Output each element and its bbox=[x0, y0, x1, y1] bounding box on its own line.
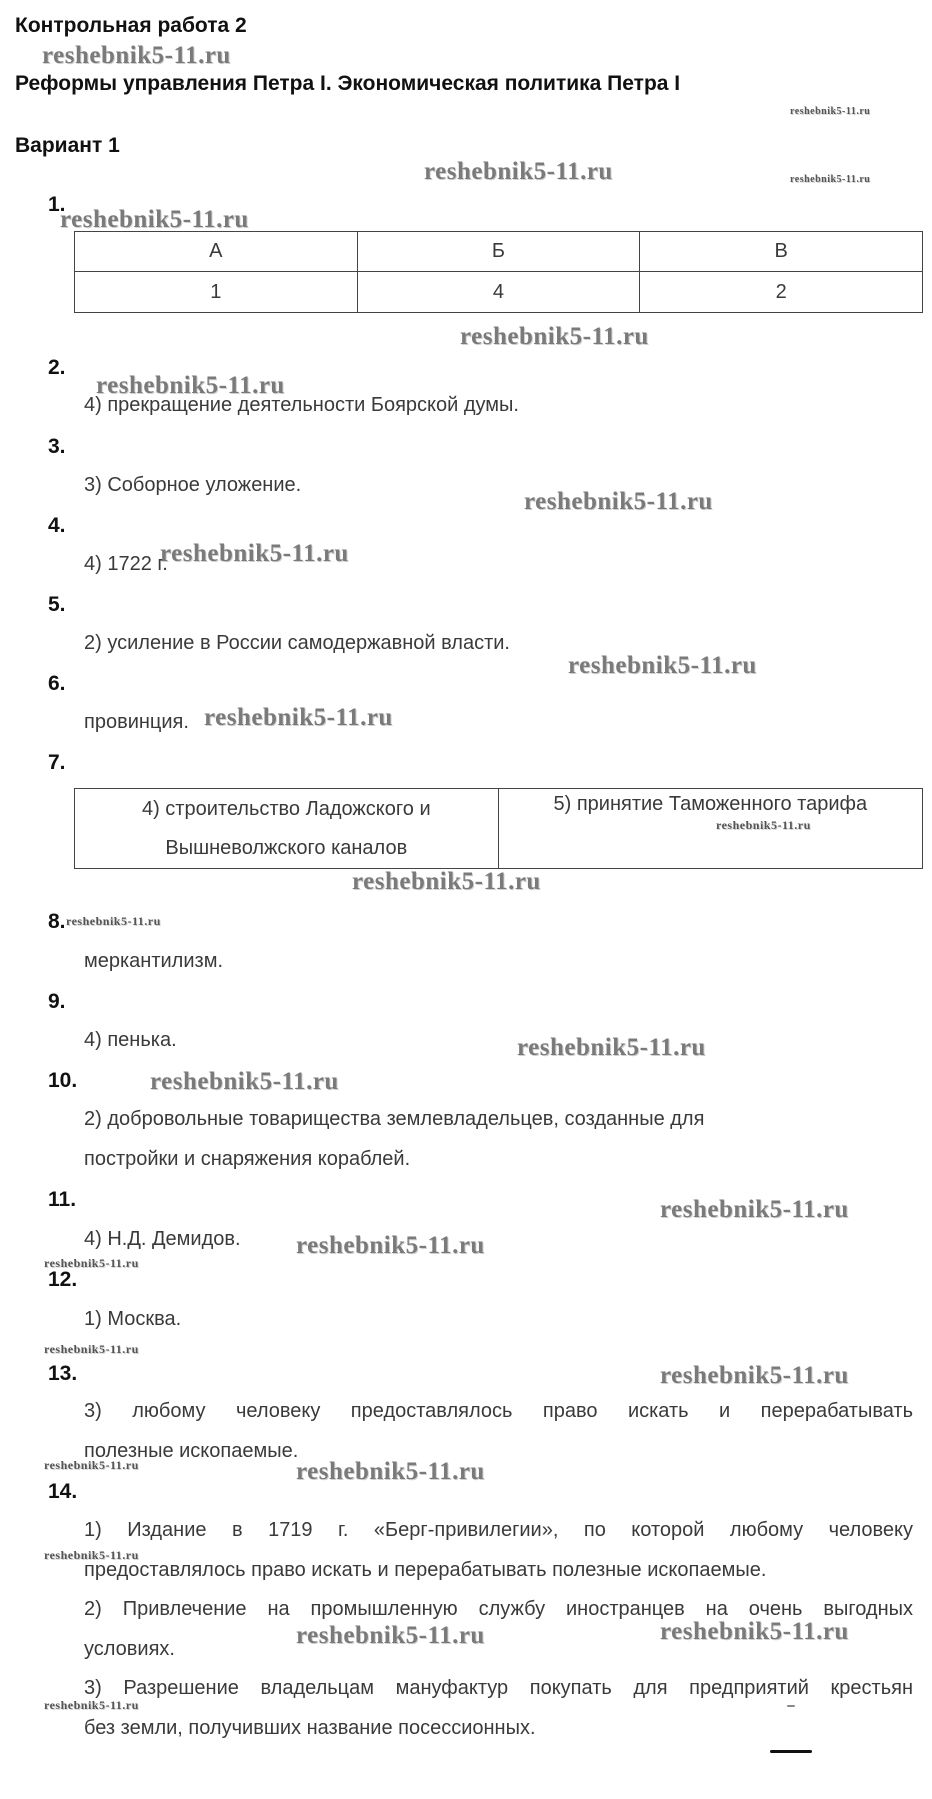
document-subtitle: Реформы управления Петра I. Экономическая политика Петра I bbox=[15, 72, 681, 95]
watermark: reshebnik5-11.ru bbox=[296, 1622, 485, 1649]
q1-header-a: А bbox=[75, 232, 358, 272]
answer-14-p1-line1: 1) Издание в 1719 г. «Берг-привилегии», по которой любому человеку bbox=[84, 1519, 913, 1541]
answer-4: 4) 1722 г. bbox=[84, 553, 168, 575]
answer-14-p1-line2: предоставлялось право искать и перерабатывать полезные ископаемые. bbox=[84, 1559, 767, 1581]
q1-value-b: 4 bbox=[357, 272, 640, 313]
answer-10-line2: постройки и снаряжения кораблей. bbox=[84, 1148, 411, 1170]
watermark: reshebnik5-11.ru bbox=[460, 323, 649, 350]
answer-14-p3-line2: без земли, получивших название посессионных. bbox=[84, 1717, 536, 1739]
answer-14-p3-line1: 3) Разрешение владельцам мануфактур покупать для предприятий крестьян bbox=[84, 1677, 913, 1699]
answer-10-line1: 2) добровольные товарищества землевладельцев, созданные для bbox=[84, 1108, 705, 1130]
question-number-8: 8. bbox=[48, 910, 66, 933]
watermark: reshebnik5-11.ru bbox=[60, 206, 249, 233]
answer-6: провинция. bbox=[84, 711, 189, 733]
watermark: reshebnik5-11.ru bbox=[660, 1618, 849, 1645]
answer-9: 4) пенька. bbox=[84, 1029, 177, 1051]
watermark: reshebnik5-11.ru bbox=[296, 1458, 485, 1485]
q1-header-v: В bbox=[640, 232, 923, 272]
answer-14-p2-line1: 2) Привлечение на промышленную службу иностранцев на очень выгодных bbox=[84, 1598, 913, 1620]
question-number-11: 11. bbox=[48, 1188, 77, 1211]
question-number-2: 2. bbox=[48, 356, 66, 379]
question-number-12: 12. bbox=[48, 1268, 78, 1291]
question-number-9: 9. bbox=[48, 990, 66, 1013]
watermark: reshebnik5-11.ru bbox=[790, 106, 871, 117]
q7-cell-tariff: 5) принятие Таможенного тарифа bbox=[498, 789, 922, 869]
q7-cell-canals-line2: Вышневолжского каналов bbox=[165, 836, 408, 859]
question-number-6: 6. bbox=[48, 672, 66, 695]
watermark: reshebnik5-11.ru bbox=[160, 540, 349, 567]
answer-13-line2: полезные ископаемые. bbox=[84, 1440, 299, 1462]
watermark: reshebnik5-11.ru bbox=[660, 1362, 849, 1389]
watermark: reshebnik5-11.ru bbox=[150, 1068, 339, 1095]
watermark: reshebnik5-11.ru bbox=[44, 1342, 139, 1356]
scan-mark-small bbox=[787, 1705, 795, 1707]
watermark: reshebnik5-11.ru bbox=[66, 914, 161, 928]
watermark: reshebnik5-11.ru bbox=[96, 372, 285, 399]
answer-12: 1) Москва. bbox=[84, 1308, 182, 1330]
watermark: reshebnik5-11.ru bbox=[204, 704, 393, 731]
question-number-13: 13. bbox=[48, 1362, 78, 1385]
watermark: reshebnik5-11.ru bbox=[790, 174, 871, 185]
question-number-7: 7. bbox=[48, 751, 66, 774]
answer-5: 2) усиление в России самодержавной власти. bbox=[84, 632, 510, 654]
q1-answer-table bbox=[74, 231, 923, 313]
watermark: reshebnik5-11.ru bbox=[44, 1698, 139, 1712]
scan-mark bbox=[770, 1750, 812, 1753]
question-number-14: 14. bbox=[48, 1480, 78, 1503]
watermark: reshebnik5-11.ru bbox=[296, 1232, 485, 1259]
watermark: reshebnik5-11.ru bbox=[424, 158, 613, 185]
question-number-3: 3. bbox=[48, 435, 66, 458]
document-title: Контрольная работа 2 bbox=[15, 14, 247, 37]
q1-header-b: Б bbox=[357, 232, 640, 272]
watermark: reshebnik5-11.ru bbox=[568, 652, 757, 679]
answer-14-p2-line2: условиях. bbox=[84, 1638, 175, 1660]
answer-2: 4) прекращение деятельности Боярской думы. bbox=[84, 394, 519, 416]
q1-value-v: 2 bbox=[640, 272, 923, 313]
watermark: reshebnik5-11.ru bbox=[716, 818, 811, 832]
question-number-4: 4. bbox=[48, 514, 66, 537]
q7-cell-canals bbox=[75, 789, 499, 869]
watermark: reshebnik5-11.ru bbox=[660, 1196, 849, 1223]
question-number-1: 1. bbox=[48, 193, 66, 216]
answer-11: 4) Н.Д. Демидов. bbox=[84, 1228, 241, 1250]
variant-label: Вариант 1 bbox=[15, 134, 120, 157]
watermark: reshebnik5-11.ru bbox=[524, 488, 713, 515]
answer-3: 3) Соборное уложение. bbox=[84, 474, 302, 496]
watermark: reshebnik5-11.ru bbox=[44, 1458, 139, 1472]
watermark: reshebnik5-11.ru bbox=[352, 868, 541, 895]
watermark: reshebnik5-11.ru bbox=[517, 1034, 706, 1061]
answer-8: меркантилизм. bbox=[84, 950, 224, 972]
q7-cell-canals-line1: 4) строительство Ладожского и bbox=[141, 797, 431, 820]
q1-value-a: 1 bbox=[75, 272, 358, 313]
question-number-10: 10. bbox=[48, 1069, 78, 1092]
question-number-5: 5. bbox=[48, 593, 66, 616]
watermark: reshebnik5-11.ru bbox=[44, 1548, 139, 1562]
answer-13-line1: 3) любому человеку предоставлялось право искать и перерабатывать bbox=[84, 1400, 913, 1422]
watermark: reshebnik5-11.ru bbox=[44, 1256, 139, 1270]
watermark: reshebnik5-11.ru bbox=[42, 42, 231, 69]
